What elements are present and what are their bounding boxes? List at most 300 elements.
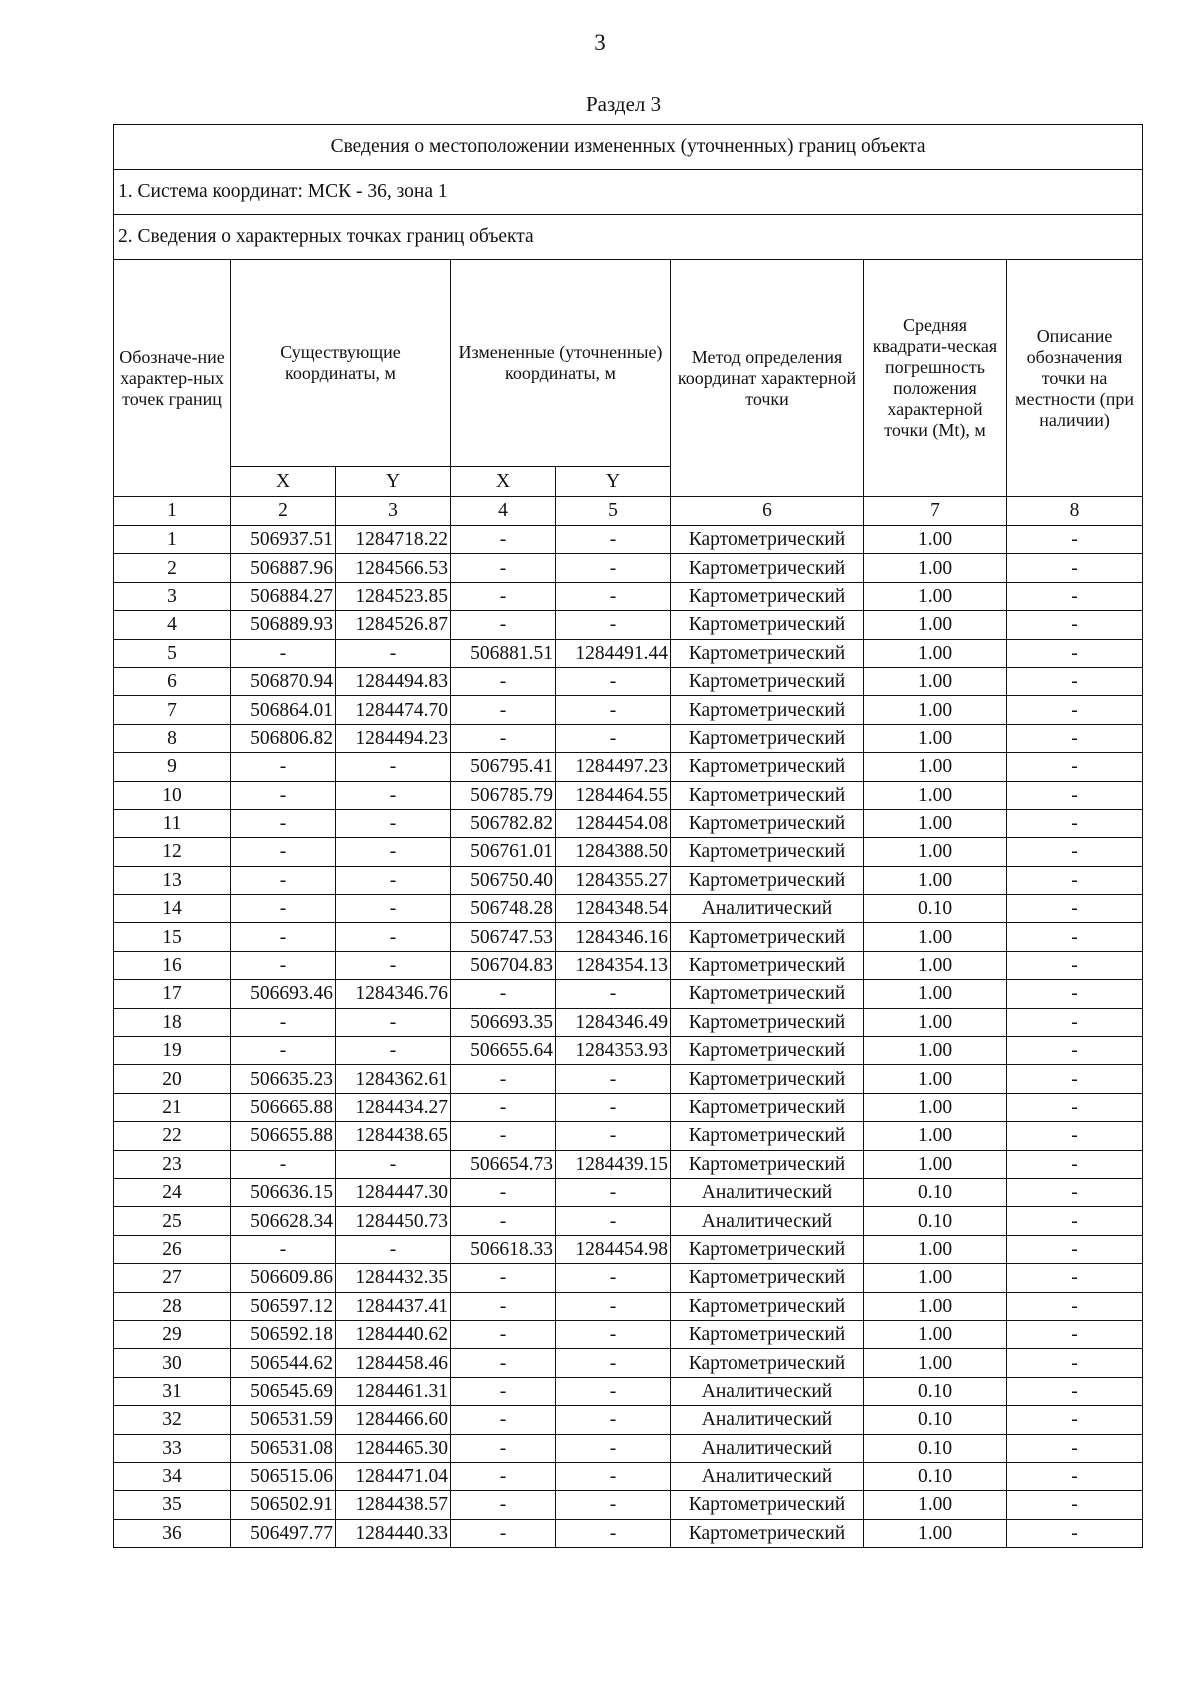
changed-y: - — [556, 980, 671, 1008]
changed-x: - — [451, 1122, 556, 1150]
description: - — [1007, 611, 1143, 639]
error-mt: 1.00 — [864, 724, 1007, 752]
existing-y: - — [336, 1008, 451, 1036]
changed-y: 1284491.44 — [556, 639, 671, 667]
changed-y: - — [556, 1320, 671, 1348]
changed-y: - — [556, 1178, 671, 1206]
table-row — [114, 667, 1143, 695]
error-mt: 0.10 — [864, 1178, 1007, 1206]
point-number: 29 — [114, 1320, 231, 1348]
point-number: 25 — [114, 1207, 231, 1235]
changed-x: 506693.35 — [451, 1008, 556, 1036]
changed-y: - — [556, 1207, 671, 1235]
table-row — [114, 1406, 1143, 1434]
error-mt: 0.10 — [864, 1377, 1007, 1405]
error-mt: 1.00 — [864, 611, 1007, 639]
existing-y: 1284440.62 — [336, 1320, 451, 1348]
description: - — [1007, 1292, 1143, 1320]
changed-x: - — [451, 980, 556, 1008]
changed-x: - — [451, 667, 556, 695]
header-changed-coordinates: Измененные (уточненные) координаты, м — [451, 260, 671, 467]
changed-y: - — [556, 1093, 671, 1121]
changed-y: 1284497.23 — [556, 753, 671, 781]
error-mt: 1.00 — [864, 1264, 1007, 1292]
error-mt: 1.00 — [864, 554, 1007, 582]
header-error: Средняя квадрати-ческая погрешность положения характерной точки (Mt), м — [864, 260, 1007, 497]
point-number: 11 — [114, 809, 231, 837]
changed-y: - — [556, 1406, 671, 1434]
changed-y: - — [556, 1377, 671, 1405]
error-mt: 1.00 — [864, 1093, 1007, 1121]
existing-y: 1284346.76 — [336, 980, 451, 1008]
changed-x: - — [451, 1320, 556, 1348]
changed-y: - — [556, 1122, 671, 1150]
error-mt: 1.00 — [864, 809, 1007, 837]
changed-y: 1284354.13 — [556, 951, 671, 979]
description: - — [1007, 1178, 1143, 1206]
method: Картометрический — [671, 1235, 864, 1263]
changed-y: - — [556, 1349, 671, 1377]
existing-y: - — [336, 639, 451, 667]
existing-y: - — [336, 1235, 451, 1263]
description: - — [1007, 753, 1143, 781]
point-number: 31 — [114, 1377, 231, 1405]
method: Аналитический — [671, 1207, 864, 1235]
changed-x: 506655.64 — [451, 1037, 556, 1065]
method: Картометрический — [671, 1264, 864, 1292]
changed-x: - — [451, 1349, 556, 1377]
point-number: 36 — [114, 1519, 231, 1547]
table-row — [114, 1462, 1143, 1490]
table-row — [114, 696, 1143, 724]
method: Картометрический — [671, 980, 864, 1008]
method: Картометрический — [671, 1093, 864, 1121]
changed-x: - — [451, 1065, 556, 1093]
changed-x: 506750.40 — [451, 866, 556, 894]
existing-y: 1284566.53 — [336, 554, 451, 582]
table-row — [114, 554, 1143, 582]
changed-x: - — [451, 1178, 556, 1206]
description: - — [1007, 1093, 1143, 1121]
changed-y: - — [556, 724, 671, 752]
changed-x: - — [451, 1292, 556, 1320]
existing-y: 1284438.57 — [336, 1491, 451, 1519]
changed-y: - — [556, 1264, 671, 1292]
existing-y: 1284474.70 — [336, 696, 451, 724]
point-number: 15 — [114, 923, 231, 951]
description: - — [1007, 554, 1143, 582]
error-mt: 1.00 — [864, 1349, 1007, 1377]
existing-y: 1284440.33 — [336, 1519, 451, 1547]
existing-x: 506870.94 — [231, 667, 336, 695]
changed-y: - — [556, 1065, 671, 1093]
header-method: Метод определения координат характерной точки — [671, 260, 864, 497]
changed-y: 1284355.27 — [556, 866, 671, 894]
description: - — [1007, 1150, 1143, 1178]
point-number: 14 — [114, 895, 231, 923]
header-designation: Обозначе-ние характер-ных точек границ — [114, 260, 231, 497]
error-mt: 1.00 — [864, 1320, 1007, 1348]
error-mt: 1.00 — [864, 1037, 1007, 1065]
table-row — [114, 809, 1143, 837]
existing-x: - — [231, 1150, 336, 1178]
existing-x: - — [231, 753, 336, 781]
method: Картометрический — [671, 582, 864, 610]
existing-x: 506655.88 — [231, 1122, 336, 1150]
point-number: 1 — [114, 526, 231, 554]
description: - — [1007, 1377, 1143, 1405]
method: Аналитический — [671, 1178, 864, 1206]
table-row — [114, 980, 1143, 1008]
point-number: 4 — [114, 611, 231, 639]
method: Картометрический — [671, 667, 864, 695]
method: Картометрический — [671, 554, 864, 582]
column-number: 8 — [1007, 497, 1143, 526]
existing-x: 506502.91 — [231, 1491, 336, 1519]
existing-y: 1284461.31 — [336, 1377, 451, 1405]
changed-x: - — [451, 696, 556, 724]
table-row — [114, 1519, 1143, 1547]
table-row — [114, 1122, 1143, 1150]
changed-y: - — [556, 1292, 671, 1320]
point-number: 23 — [114, 1150, 231, 1178]
existing-y: 1284465.30 — [336, 1434, 451, 1462]
method: Аналитический — [671, 1377, 864, 1405]
method: Картометрический — [671, 1491, 864, 1519]
table-row — [114, 1093, 1143, 1121]
table-row — [114, 781, 1143, 809]
existing-y: - — [336, 781, 451, 809]
changed-x: - — [451, 1462, 556, 1490]
method: Картометрический — [671, 1008, 864, 1036]
section-label: Раздел 3 — [586, 92, 662, 116]
existing-y: - — [336, 1037, 451, 1065]
existing-x: - — [231, 951, 336, 979]
changed-y: - — [556, 696, 671, 724]
error-mt: 1.00 — [864, 838, 1007, 866]
description: - — [1007, 1207, 1143, 1235]
changed-y: - — [556, 1491, 671, 1519]
description: - — [1007, 1349, 1143, 1377]
method: Картометрический — [671, 809, 864, 837]
description: - — [1007, 639, 1143, 667]
existing-y: 1284494.23 — [336, 724, 451, 752]
changed-x: - — [451, 1406, 556, 1434]
changed-x: - — [451, 1434, 556, 1462]
description: - — [1007, 951, 1143, 979]
point-number: 28 — [114, 1292, 231, 1320]
changed-x: 506748.28 — [451, 895, 556, 923]
column-number: 1 — [114, 497, 231, 526]
error-mt: 0.10 — [864, 1434, 1007, 1462]
existing-x: - — [231, 923, 336, 951]
existing-y: 1284432.35 — [336, 1264, 451, 1292]
table-row — [114, 1292, 1143, 1320]
changed-y: 1284464.55 — [556, 781, 671, 809]
error-mt: 1.00 — [864, 667, 1007, 695]
table-row — [114, 1235, 1143, 1263]
existing-x: 506887.96 — [231, 554, 336, 582]
error-mt: 1.00 — [864, 1519, 1007, 1547]
method: Картометрический — [671, 951, 864, 979]
existing-x: - — [231, 781, 336, 809]
method: Картометрический — [671, 923, 864, 951]
error-mt: 1.00 — [864, 923, 1007, 951]
column-number: 5 — [556, 497, 671, 526]
error-mt: 1.00 — [864, 1065, 1007, 1093]
table-row — [114, 1264, 1143, 1292]
changed-x: - — [451, 1491, 556, 1519]
description: - — [1007, 1065, 1143, 1093]
method: Аналитический — [671, 1406, 864, 1434]
changed-y: 1284454.98 — [556, 1235, 671, 1263]
existing-y: - — [336, 753, 451, 781]
changed-x: - — [451, 526, 556, 554]
header-description: Описание обозначения точки на местности (при наличии) — [1007, 260, 1143, 497]
error-mt: 0.10 — [864, 1406, 1007, 1434]
changed-x: 506782.82 — [451, 809, 556, 837]
table-row — [114, 724, 1143, 752]
changed-x: - — [451, 554, 556, 582]
existing-x: 506544.62 — [231, 1349, 336, 1377]
existing-x: - — [231, 1008, 336, 1036]
table-title: Сведения о местоположении измененных (уточненных) границ объекта — [114, 125, 1143, 170]
existing-x: 506531.59 — [231, 1406, 336, 1434]
changed-y: - — [556, 1519, 671, 1547]
description: - — [1007, 667, 1143, 695]
existing-x: 506592.18 — [231, 1320, 336, 1348]
method: Картометрический — [671, 1349, 864, 1377]
point-number: 17 — [114, 980, 231, 1008]
description: - — [1007, 1264, 1143, 1292]
method: Картометрический — [671, 611, 864, 639]
point-number: 35 — [114, 1491, 231, 1519]
changed-x: 506704.83 — [451, 951, 556, 979]
existing-x: 506531.08 — [231, 1434, 336, 1462]
description: - — [1007, 923, 1143, 951]
existing-y: 1284494.83 — [336, 667, 451, 695]
existing-x: - — [231, 639, 336, 667]
existing-y: 1284471.04 — [336, 1462, 451, 1490]
changed-y: 1284346.16 — [556, 923, 671, 951]
existing-x: 506545.69 — [231, 1377, 336, 1405]
method: Картометрический — [671, 866, 864, 894]
table-row — [114, 639, 1143, 667]
point-number: 7 — [114, 696, 231, 724]
changed-x: - — [451, 1207, 556, 1235]
point-number: 12 — [114, 838, 231, 866]
changed-y: - — [556, 611, 671, 639]
table-row — [114, 1377, 1143, 1405]
existing-y: 1284526.87 — [336, 611, 451, 639]
description: - — [1007, 696, 1143, 724]
method: Картометрический — [671, 1519, 864, 1547]
error-mt: 1.00 — [864, 639, 1007, 667]
existing-x: 506864.01 — [231, 696, 336, 724]
existing-x: - — [231, 1037, 336, 1065]
description: - — [1007, 582, 1143, 610]
table-row — [114, 1065, 1143, 1093]
existing-y: 1284438.65 — [336, 1122, 451, 1150]
method: Аналитический — [671, 1462, 864, 1490]
changed-y: 1284348.54 — [556, 895, 671, 923]
existing-x: 506937.51 — [231, 526, 336, 554]
changed-x: 506747.53 — [451, 923, 556, 951]
description: - — [1007, 895, 1143, 923]
existing-x: - — [231, 1235, 336, 1263]
page-number: 3 — [594, 30, 606, 55]
header-existing-x: X — [231, 467, 336, 497]
point-number: 30 — [114, 1349, 231, 1377]
table-row — [114, 1349, 1143, 1377]
existing-y: - — [336, 923, 451, 951]
existing-x: - — [231, 838, 336, 866]
point-number: 16 — [114, 951, 231, 979]
table-row — [114, 753, 1143, 781]
existing-y: - — [336, 951, 451, 979]
error-mt: 0.10 — [864, 895, 1007, 923]
existing-x: 506515.06 — [231, 1462, 336, 1490]
header-existing-coordinates: Существующие координаты, м — [231, 260, 451, 467]
point-number: 6 — [114, 667, 231, 695]
method: Картометрический — [671, 1037, 864, 1065]
changed-x: 506654.73 — [451, 1150, 556, 1178]
existing-y: 1284447.30 — [336, 1178, 451, 1206]
point-number: 2 — [114, 554, 231, 582]
existing-x: 506665.88 — [231, 1093, 336, 1121]
existing-x: - — [231, 866, 336, 894]
changed-y: - — [556, 582, 671, 610]
existing-y: - — [336, 895, 451, 923]
point-number: 10 — [114, 781, 231, 809]
description: - — [1007, 1462, 1143, 1490]
table-row — [114, 895, 1143, 923]
error-mt: 1.00 — [864, 582, 1007, 610]
existing-x: 506635.23 — [231, 1065, 336, 1093]
error-mt: 1.00 — [864, 753, 1007, 781]
point-number: 27 — [114, 1264, 231, 1292]
description: - — [1007, 1235, 1143, 1263]
changed-y: - — [556, 1462, 671, 1490]
method: Картометрический — [671, 753, 864, 781]
method: Картометрический — [671, 781, 864, 809]
column-numbers-row — [114, 497, 1143, 526]
method: Картометрический — [671, 1292, 864, 1320]
boundary-points-table — [113, 124, 1143, 1548]
column-number: 3 — [336, 497, 451, 526]
error-mt: 1.00 — [864, 1235, 1007, 1263]
error-mt: 1.00 — [864, 980, 1007, 1008]
error-mt: 1.00 — [864, 866, 1007, 894]
error-mt: 1.00 — [864, 1008, 1007, 1036]
description: - — [1007, 1008, 1143, 1036]
description: - — [1007, 838, 1143, 866]
existing-x: - — [231, 809, 336, 837]
changed-y: - — [556, 554, 671, 582]
table-row — [114, 866, 1143, 894]
changed-x: - — [451, 724, 556, 752]
description: - — [1007, 724, 1143, 752]
description: - — [1007, 1320, 1143, 1348]
description: - — [1007, 1406, 1143, 1434]
changed-x: 506761.01 — [451, 838, 556, 866]
changed-x: - — [451, 1264, 556, 1292]
description: - — [1007, 866, 1143, 894]
changed-x: 506795.41 — [451, 753, 556, 781]
description: - — [1007, 1491, 1143, 1519]
coordinate-system: 1. Система координат: МСК - 36, зона 1 — [114, 170, 1143, 215]
changed-y: - — [556, 667, 671, 695]
point-number: 13 — [114, 866, 231, 894]
point-number: 8 — [114, 724, 231, 752]
header-existing-y: Y — [336, 467, 451, 497]
point-number: 26 — [114, 1235, 231, 1263]
existing-y: 1284437.41 — [336, 1292, 451, 1320]
existing-y: 1284450.73 — [336, 1207, 451, 1235]
existing-x: 506597.12 — [231, 1292, 336, 1320]
point-number: 3 — [114, 582, 231, 610]
changed-y: 1284353.93 — [556, 1037, 671, 1065]
existing-y: - — [336, 1150, 451, 1178]
method: Картометрический — [671, 639, 864, 667]
point-number: 20 — [114, 1065, 231, 1093]
table-row — [114, 1150, 1143, 1178]
method: Картометрический — [671, 696, 864, 724]
changed-y: - — [556, 1434, 671, 1462]
point-number: 32 — [114, 1406, 231, 1434]
description: - — [1007, 1519, 1143, 1547]
points-caption: 2. Сведения о характерных точках границ объекта — [114, 215, 1143, 260]
error-mt: 1.00 — [864, 951, 1007, 979]
error-mt: 0.10 — [864, 1207, 1007, 1235]
point-number: 22 — [114, 1122, 231, 1150]
error-mt: 1.00 — [864, 781, 1007, 809]
existing-y: - — [336, 809, 451, 837]
existing-y: 1284523.85 — [336, 582, 451, 610]
error-mt: 1.00 — [864, 1491, 1007, 1519]
existing-y: 1284466.60 — [336, 1406, 451, 1434]
description: - — [1007, 526, 1143, 554]
existing-x: - — [231, 895, 336, 923]
method: Картометрический — [671, 526, 864, 554]
point-number: 9 — [114, 753, 231, 781]
method: Картометрический — [671, 838, 864, 866]
existing-y: 1284434.27 — [336, 1093, 451, 1121]
method: Картометрический — [671, 724, 864, 752]
table-row — [114, 526, 1143, 554]
table-row — [114, 1207, 1143, 1235]
existing-x: 506628.34 — [231, 1207, 336, 1235]
changed-x: 506881.51 — [451, 639, 556, 667]
existing-x: 506636.15 — [231, 1178, 336, 1206]
description: - — [1007, 980, 1143, 1008]
table-row — [114, 1037, 1143, 1065]
changed-x: - — [451, 1519, 556, 1547]
column-number: 6 — [671, 497, 864, 526]
changed-x: - — [451, 611, 556, 639]
existing-y: - — [336, 866, 451, 894]
method: Картометрический — [671, 1065, 864, 1093]
existing-x: 506497.77 — [231, 1519, 336, 1547]
existing-y: 1284458.46 — [336, 1349, 451, 1377]
method: Картометрический — [671, 1150, 864, 1178]
method: Картометрический — [671, 1122, 864, 1150]
method: Аналитический — [671, 1434, 864, 1462]
description: - — [1007, 1122, 1143, 1150]
existing-x: 506693.46 — [231, 980, 336, 1008]
column-number: 4 — [451, 497, 556, 526]
error-mt: 1.00 — [864, 1122, 1007, 1150]
